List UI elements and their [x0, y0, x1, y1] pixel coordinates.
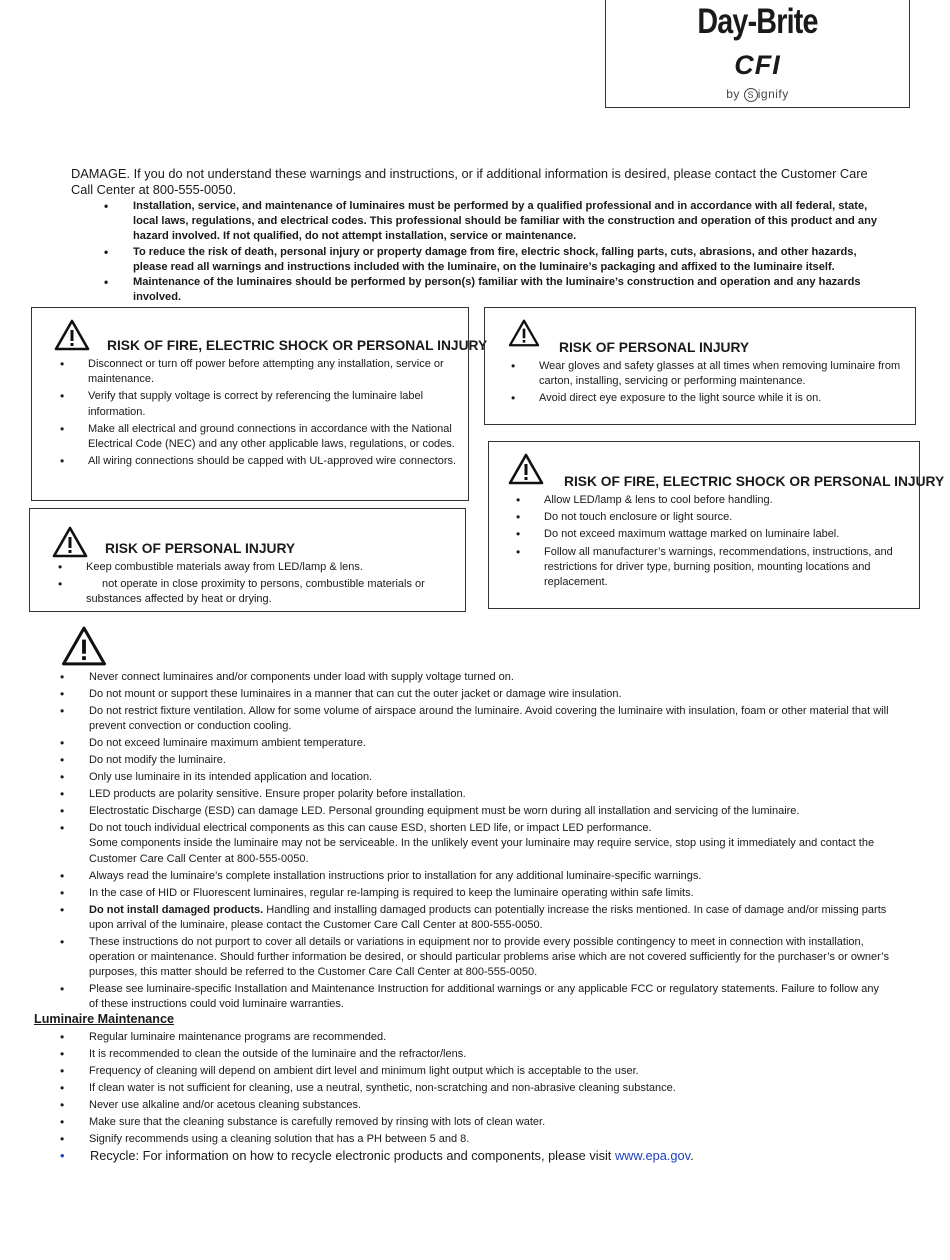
general-item: • Do not restrict fixture ventilation. Allow for some volume of airspace around the luminaire. Avoid covering the luminaire with insulation, foam or other material that will prevent convection or conduction cooling. [60, 704, 890, 734]
maintenance-item: • Frequency of cleaning will depend on ambient dirt level and minimum light output which is acceptable to the user. [60, 1064, 900, 1079]
maintenance-item: • Signify recommends using a cleaning solution that has a PH between 5 and 8. [60, 1132, 900, 1147]
warning-title: RISK OF FIRE, ELECTRIC SHOCK OR PERSONAL INJURY [107, 338, 488, 353]
signify-s-mark: S [744, 88, 758, 102]
general-item-bold: Do not install damaged products. [89, 903, 264, 916]
warning-list [58, 357, 458, 471]
warning-item: • Keep combustible materials away from LED/lamp & lens. [56, 560, 456, 575]
general-item: • LED products are polarity sensitive. Ensure proper polarity before installation. [60, 787, 890, 802]
intro-bullet-list [104, 199, 894, 305]
warning-item: • Do not touch enclosure or light source. [514, 510, 914, 525]
warning-triangle-icon [508, 453, 544, 485]
warning-item: • Do not exceed maximum wattage marked on luminaire label. [514, 527, 914, 542]
general-item: • Electrostatic Discharge (ESD) can damage LED. Personal grounding equipment must be worn during all installation and servicing of the luminaire. [60, 804, 890, 819]
warning-title: RISK OF FIRE, ELECTRIC SHOCK OR PERSONAL INJURY [564, 474, 945, 489]
general-item: • Do not modify the luminaire. [60, 753, 890, 768]
warning-list [56, 560, 456, 610]
warning-item: • Disconnect or turn off power before attempting any installation, service or maintenance. [58, 357, 458, 387]
recycle-note [60, 1148, 694, 1163]
general-item: • Never connect luminaires and/or components under load with supply voltage turned on. [60, 670, 890, 685]
warning-list [509, 359, 909, 409]
maintenance-item: • If clean water is not sufficient for cleaning, use a neutral, synthetic, non-scratching and non-abrasive cleaning substance. [60, 1081, 900, 1096]
warning-box-personal-injury-1 [484, 307, 916, 425]
general-warnings-list [60, 670, 890, 1014]
intro-bullet: • Maintenance of the luminaires should be performed by person(s) familiar with the luminaire’s construction and operation and any hazards involved. [104, 275, 894, 305]
general-item-line: Some components inside the luminaire may not be serviceable. In the unlikely event your luminaire may require service, stop using it immediately and contact the Customer Care Call Center at 800-555-0050. [89, 837, 875, 865]
warning-item: • Avoid direct eye exposure to the light source while it is on. [509, 391, 909, 406]
general-item: • Always read the luminaire’s complete installation instructions prior to installation for any additional luminaire-specific warnings. [60, 869, 890, 884]
warning-triangle-icon [52, 526, 88, 558]
brand-logo-box [605, 0, 910, 108]
by-signify [606, 87, 909, 102]
warning-title: RISK OF PERSONAL INJURY [559, 340, 750, 355]
warning-box-fire-shock-2 [488, 441, 945, 609]
general-item: • Do not mount or support these luminaires in a manner that can cut the outer jacket or damage wire insulation. [60, 687, 890, 702]
brand-name: Day-Brite [697, 2, 818, 41]
warning-triangle-icon [54, 319, 90, 351]
general-item [60, 821, 890, 867]
warning-item-text: not operate in close proximity to persons, combustible materials or substances affected by heat or drying. [86, 578, 425, 606]
warning-box-personal-injury-2 [29, 508, 466, 612]
general-item-line: • Do not touch individual electrical components as this can cause ESD, shorten LED life, or impact LED performance. [89, 822, 652, 835]
general-item: • Do not exceed luminaire maximum ambient temperature. [60, 736, 890, 751]
warning-item [56, 577, 456, 607]
recycle-end: . [690, 1148, 694, 1163]
intro-bullet: • To reduce the risk of death, personal injury or property damage from fire, electric shock, falling parts, cuts, abrasions, and other hazards, please read all warnings and instructions included with the luminaire, on the luminaire’s packaging and affixed to the luminaire itself. [104, 245, 894, 275]
warning-title: RISK OF PERSONAL INJURY [105, 541, 296, 556]
recycle-text: Recycle: For information on how to recycle electronic products and components, please visit [90, 1148, 615, 1163]
general-item [60, 903, 890, 933]
bullet-dot: • [60, 1148, 65, 1163]
maintenance-list [60, 1030, 900, 1149]
general-item: • Only use luminaire in its intended application and location. [60, 770, 890, 785]
warning-box-fire-shock-1 [31, 307, 488, 501]
warning-item: • Wear gloves and safety glasses at all times when removing luminaire from carton, installing, servicing or performing maintenance. [509, 359, 909, 389]
warning-triangle-icon [61, 625, 107, 667]
warning-item: • Make all electrical and ground connections in accordance with the National Electrical Code (NEC) and any other applicable laws, regulations, or codes. [58, 422, 458, 452]
general-item: • These instructions do not purport to cover all details or variations in equipment nor to provide every possible contingency to meet in connection with installation, operation or maintenance. Should further information be desired, or should particular problems arise which are not covered sufficiently for the purchaser’s or owner’s purposes, this matter should be referred to the Customer Care Call Center at 800-555-0050. [60, 935, 890, 981]
warning-list [514, 493, 914, 592]
sub-brand-logo: CFI [734, 50, 781, 80]
by-prefix: by [726, 87, 740, 101]
epa-link[interactable]: www.epa.gov [614, 1148, 691, 1163]
general-item: • In the case of HID or Fluorescent luminaires, regular re-lamping is required to keep the luminaire operating within safe limits. [60, 886, 890, 901]
intro-bullet: • Installation, service, and maintenance of luminaires must be performed by a qualified professional and in accordance with all federal, state, local laws, regulations, and electrical codes. This professional should be familiar with the construction and operation of this product and any hazard involved. If not qualified, do not attempt installation, service or maintenance. [104, 199, 894, 245]
maintenance-item: • Regular luminaire maintenance programs are recommended. [60, 1030, 900, 1045]
intro-paragraph: DAMAGE. If you do not understand these warnings and instructions, or if additional information is desired, please contact the Customer Care Call Center at 800-555-0050. [71, 166, 868, 197]
general-item-text: Handling and installing damaged products can potentially increase the risks mentioned. In case of damage and/or missing parts upon arrival of the luminaire, please contact the Customer Care Call Center at 800-555-0050. [89, 903, 887, 931]
warning-item: • Verify that supply voltage is correct by referencing the luminaire label information. [58, 389, 458, 419]
warning-triangle-icon [508, 319, 540, 347]
warning-item: • All wiring connections should be capped with UL-approved wire connectors. [58, 454, 458, 469]
warning-item: • Allow LED/lamp & lens to cool before handling. [514, 493, 914, 508]
maintenance-item: • It is recommended to clean the outside of the luminaire and the refractor/lens. [60, 1047, 900, 1062]
general-item: • Please see luminaire-specific Installation and Maintenance Instruction for additional warnings or any applicable FCC or regulatory statements. Failure to follow any of these instructions could void luminaire warranties. [60, 982, 890, 1012]
maintenance-item: • Make sure that the cleaning substance is carefully removed by rinsing with lots of clean water. [60, 1115, 900, 1130]
maintenance-heading: Luminaire Maintenance [34, 1012, 174, 1026]
maintenance-item: • Never use alkaline and/or acetous cleaning substances. [60, 1098, 900, 1113]
signify-suffix: ignify [757, 87, 789, 101]
warning-item: • Follow all manufacturer’s warnings, recommendations, instructions, and restrictions for driver type, burning position, mounting locations and replacement. [514, 545, 914, 591]
